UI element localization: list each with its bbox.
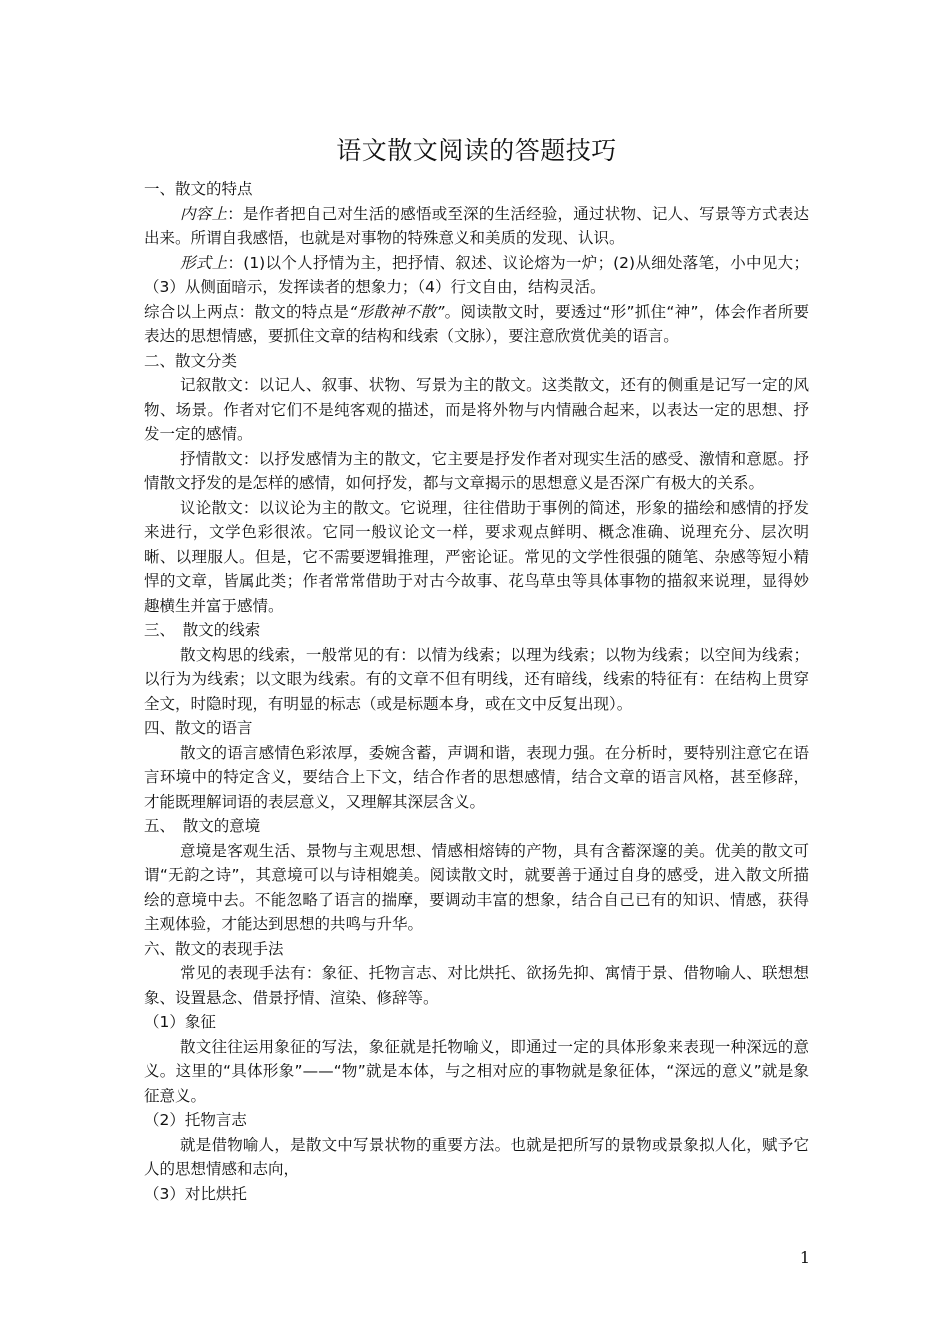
paragraph-argumentative-prose: 议论散文：以议论为主的散文。它说理，往往借助于事例的简述，形象的描绘和感情的抒发来进行，文学色彩很浓。它同一般议论文一样，要求观点鲜明、概念准确、说理充分、层次明晰、以理服人。但是，它不需要逻辑推理，严密论证。常见的文学性很强的随笔、杂感等短小精悍的文章，皆属此类；作者常常借助于对古今故事、花鸟草虫等具体事物的描叙来说理，显得妙趣横生并富于感情。 (144, 498, 809, 615)
paragraph-mood: 意境是客观生活、景物与主观思想、情感相熔铸的产物，具有含蓄深邃的美。优美的散文可谓“无韵之诗”，其意境可以与诗相媲美。阅读散文时，就要善于通过自身的感受，进入散文所描绘的意境中去。不能忽略了语言的揣摩，要调动丰富的想象，结合自己已有的知识、情感，获得主观体验，才能达到思想的共鸣与升华。 (144, 841, 809, 933)
paragraph-object-aspiration: 就是借物喻人，是散文中写景状物的重要方法。也就是把所写的景物或景象拟人化，赋予它人的思想情感和志向， (144, 1135, 809, 1178)
paragraph-language: 散文的语言感情色彩浓厚，委婉含蓄，声调和谐，表现力强。在分析时，要特别注意它在语言环境中的特定含义，要结合上下文，结合作者的思想感情，结合文章的语言风格，甚至修辞，才能既理解词语的表层意义，又理解其深层含义。 (144, 743, 809, 811)
paragraph-techniques: 常见的表现手法有：象征、托物言志、对比烘托、欲扬先抑、寓情于景、借物喻人、联想想象、设置悬念、借景抒情、渲染、修辞等。 (144, 964, 809, 1007)
subheading-contrast: （3）对比烘托 (144, 1184, 247, 1203)
document-body (144, 128, 809, 1206)
label-content: 内容上 (180, 204, 228, 223)
paragraph-narrative-prose: 记叙散文：以记人、叙事、状物、写景为主的散文。这类散文，还有的侧重是记写一定的风物、场景。作者对它们不是纯客观的描述，而是将外物与内情融合起来，以表达一定的思想、抒发一定的感情。 (144, 376, 809, 443)
paragraph-summary (144, 300, 809, 349)
paragraph-lyric-prose: 抒情散文：以抒发感情为主的散文，它主要是抒发作者对现实生活的感受、激情和意愿。抒情散文抒发的是怎样的感情，如何抒发，都与文章揭示的思想意义是否深广有极大的关系。 (144, 449, 809, 492)
section-heading-classification: 二、散文分类 (144, 351, 238, 370)
page-number: 1 (799, 1248, 811, 1267)
summary-prefix: 综合以上两点：散文的特点是 (144, 302, 350, 321)
paragraph-symbolism: 散文往往运用象征的写法，象征就是托物喻义，即通过一定的具体形象来表现一种深远的意义。这里的“具体形象”——“物”就是本体，与之相对应的事物就是象征体，“深远的意义”就是象征意义。 (144, 1037, 809, 1105)
label-form: 形式上 (180, 253, 228, 272)
paragraph-form (144, 251, 809, 300)
section-heading-mood: 五、 散文的意境 (144, 817, 261, 835)
section-heading-clues: 三、 散文的线索 (144, 621, 261, 639)
text-content: ：是作者把自己对生活的感悟或至深的生活经验，通过状物、记人、写景等方式表达出来。所谓自我感悟，也就是对事物的特殊意义和美质的发现、认识。 (144, 204, 809, 247)
subheading-object-aspiration: （2）托物言志 (144, 1111, 247, 1129)
subheading-symbolism: （1）象征 (144, 1013, 216, 1031)
section-heading-techniques: 六、散文的表现手法 (144, 939, 284, 958)
text-form: ：(1)以个人抒情为主，把抒情、叙述、议论熔为一炉；(2)从细处落笔，小中见大；（3）从侧面暗示，发挥读者的想象力；（4）行文自由，结构灵活。 (144, 253, 809, 296)
summary-emphasis: “形散神不散” (349, 302, 445, 321)
section-heading-language: 四、散文的语言 (144, 719, 253, 737)
document-title: 语文散文阅读的答题技巧 (336, 136, 617, 165)
paragraph-clues: 散文构思的线索，一般常见的有：以情为线索；以理为线索；以物为线索；以空间为线索；以行为为线索；以文眼为线索。有的文章不但有明线，还有暗线，线索的特征有：在结构上贯穿全文，时隐时现，有明显的标志（或是标题本身，或在文中反复出现）。 (144, 645, 809, 713)
paragraph-content (144, 202, 809, 251)
summary-suffix: 。阅读散文时，要透过“形”抓住“神”，体会作者所要表达的思想情感，要抓住文章的结构和线索（文脉），要注意欣赏优美的语言。 (144, 302, 809, 345)
section-heading-features: 一、散文的特点 (144, 180, 253, 198)
